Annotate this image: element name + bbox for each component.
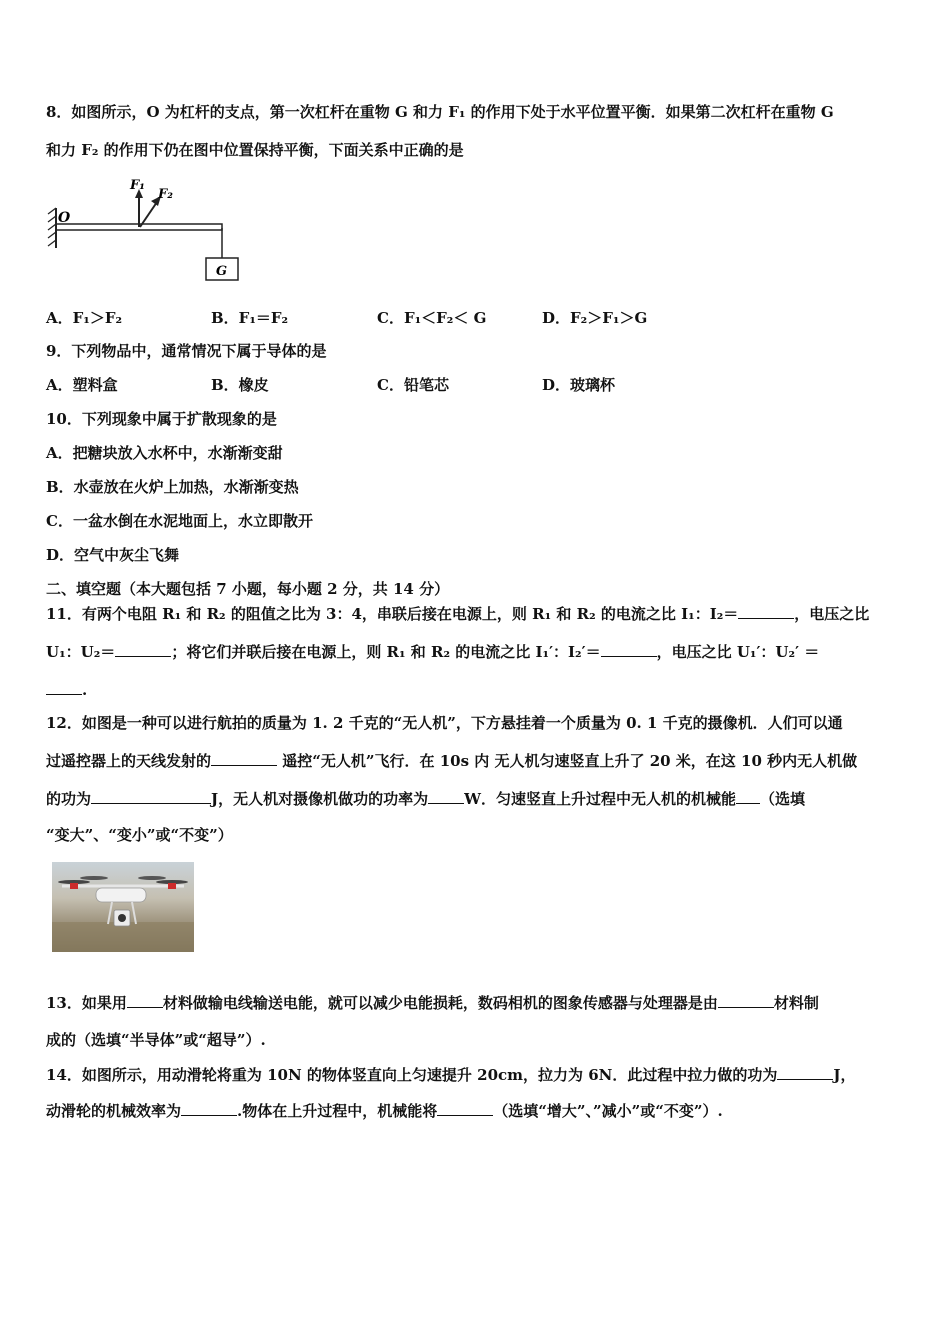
q13-blank-2 — [718, 993, 774, 1008]
q11-text-1a: 11．有两个电阻 R₁ 和 R₂ 的阻值之比为 3：4，串联后接在电源上，则 R₁ 和 R₂ 的电流之比 I₁：I₂＝ — [46, 605, 739, 623]
q13-text-1c: 材料制 — [773, 994, 819, 1012]
q12-text-3a: 的功为 — [46, 790, 92, 808]
label-f1: F₁ — [130, 178, 145, 193]
q13-line2: 成的（选填“半导体”或“超导”）. — [46, 1031, 266, 1049]
q11-blank-4 — [46, 680, 82, 695]
q12-text-3c: W．匀速竖直上升过程中无人机的机械能 — [464, 790, 736, 808]
q9-option-a: A．塑料盒 — [46, 376, 118, 394]
q9-option-c: C．铅笔芯 — [377, 376, 449, 394]
label-g: G — [216, 264, 228, 279]
q14-text-1b: J， — [833, 1066, 856, 1084]
q13-text-1b: 材料做输电线输送电能，就可以减少电能损耗，数码相机的图象传感器与处理器是由 — [162, 994, 718, 1012]
q14-text-2c: （选填“增大”、”减小”或“不变”）. — [493, 1102, 723, 1120]
q8-option-d: D．F₂＞F₁＞G — [542, 309, 648, 327]
q10-option-d: D．空气中灰尘飞舞 — [46, 546, 180, 564]
q11-line2 — [46, 642, 819, 662]
section-2-heading: 二、填空题（本大题包括 7 小题，每小题 2 分，共 14 分） — [46, 580, 450, 598]
q11-blank-1 — [738, 604, 794, 619]
q8-stem-line1: 8．如图所示，O 为杠杆的支点，第一次杠杆在重物 G 和力 F₁ 的作用下处于水平位置平衡．如果第二次杠杆在重物 G — [46, 103, 834, 121]
q14-blank-3 — [437, 1101, 493, 1116]
q12-blank-4 — [736, 789, 760, 804]
q14-text-2b: .物体在上升过程中，机械能将 — [237, 1102, 438, 1120]
q13-line1 — [46, 993, 819, 1013]
drone-illustration — [52, 862, 194, 952]
q10-option-a: A．把糖块放入水杯中，水渐渐变甜 — [46, 444, 283, 462]
label-o: O — [58, 210, 71, 226]
q12-text-2a: 过遥控器上的天线发射的 — [46, 752, 212, 770]
q12-text-3b: J，无人机对摄像机做功的功率为 — [211, 790, 429, 808]
q14-blank-2 — [181, 1101, 237, 1116]
q12-line3 — [46, 789, 805, 809]
q12-line2 — [46, 751, 857, 771]
q11-text-2c: ，电压之比 U₁′：U₂′ ＝ — [656, 643, 820, 661]
q10-stem: 10．下列现象中属于扩散现象的是 — [46, 410, 277, 428]
q11-text-2a: U₁：U₂＝ — [46, 643, 116, 661]
lever-diagram — [44, 172, 254, 287]
q9-stem: 9．下列物品中，通常情况下属于导体的是 — [46, 342, 327, 360]
q12-line4: “变大”、“变小”或“不变”） — [46, 826, 233, 844]
q12-line1: 12．如图是一种可以进行航拍的质量为 1. 2 千克的“无人机”，下方悬挂着一个质量为 0. 1 千克的摄像机．人们可以通 — [46, 714, 843, 732]
q12-text-2b: 遥控“无人机”飞行．在 10s 内 无人机匀速竖直上升了 20 米，在这 10 秒内无人机做 — [277, 752, 858, 770]
q14-blank-1 — [777, 1065, 833, 1080]
q10-option-b: B．水壶放在火炉上加热，水渐渐变热 — [46, 478, 299, 496]
q8-option-a: A．F₁＞F₂ — [46, 309, 123, 327]
q11-blank-3 — [601, 642, 657, 657]
q9-option-d: D．玻璃杯 — [542, 376, 616, 394]
q14-text-2a: 动滑轮的机械效率为 — [46, 1102, 182, 1120]
q14-text-1a: 14．如图所示，用动滑轮将重为 10N 的物体竖直向上匀速提升 20cm，拉力为 6N．此过程中拉力做的功为 — [46, 1066, 778, 1084]
q8-stem-line2: 和力 F₂ 的作用下仍在图中位置保持平衡，下面关系中正确的是 — [46, 141, 464, 159]
q9-option-b: B．橡皮 — [211, 376, 269, 394]
q12-blank-2 — [91, 789, 211, 804]
q8-option-b: B．F₁＝F₂ — [211, 309, 289, 327]
q12-text-3d: （选填 — [759, 790, 805, 808]
q13-blank-1 — [127, 993, 163, 1008]
q12-blank-3 — [428, 789, 464, 804]
q11-line3 — [46, 680, 87, 700]
q14-line1 — [46, 1065, 856, 1085]
q11-text-2b: ；将它们并联后接在电源上，则 R₁ 和 R₂ 的电流之比 I₁′：I₂′＝ — [171, 643, 601, 661]
q11-text-1b: ，电压之比 — [794, 605, 870, 623]
drone-photo — [52, 862, 194, 952]
label-f2: F₂ — [158, 187, 173, 202]
q14-line2 — [46, 1101, 723, 1121]
q11-text-3: . — [82, 681, 88, 699]
q12-blank-1 — [211, 751, 277, 766]
q10-option-c: C．一盆水倒在水泥地面上，水立即散开 — [46, 512, 313, 530]
q13-text-1a: 13．如果用 — [46, 994, 127, 1012]
q11-blank-2 — [115, 642, 171, 657]
q8-option-c: C．F₁＜F₂＜ G — [377, 309, 487, 327]
q11-line1 — [46, 604, 869, 624]
